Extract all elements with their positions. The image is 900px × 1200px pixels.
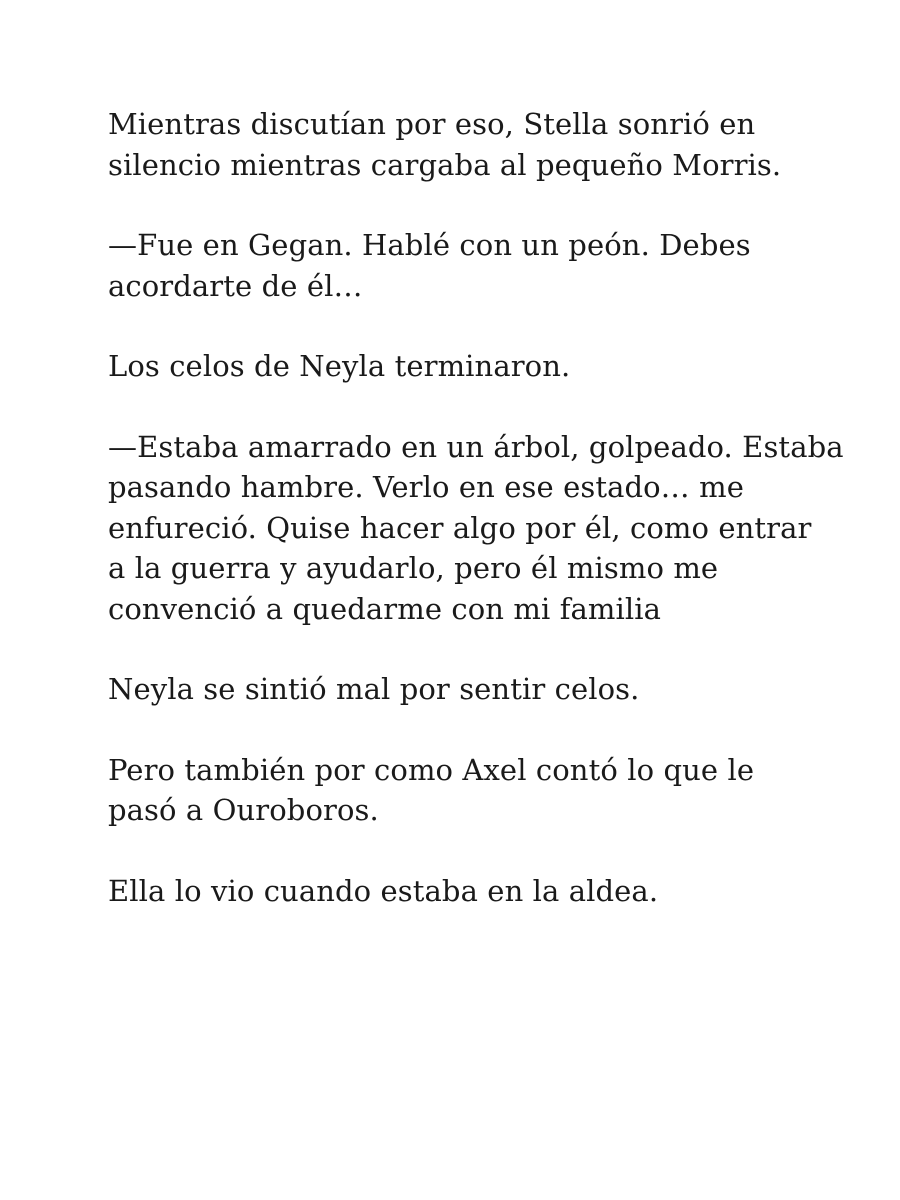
paragraph xyxy=(108,225,808,306)
paragraph xyxy=(108,871,808,912)
text-line: acordarte de él… xyxy=(108,268,363,303)
text-line: a la guerra y ayudarlo, pero él mismo me xyxy=(108,551,719,585)
text-line: Los celos de Neyla terminaron. xyxy=(108,349,571,383)
paragraph xyxy=(108,669,808,710)
text-line: pasando hambre. Verlo en ese estado… me xyxy=(108,470,744,504)
text-line: enfureció. Quise hacer algo por él, como entrar xyxy=(108,510,812,545)
text-line: —Fue en Gegan. Hablé con un peón. Debes xyxy=(108,228,751,262)
text-line: Neyla se sintió mal por sentir celos. xyxy=(108,672,640,706)
text-line: convenció a quedarme con mi familia xyxy=(108,591,662,626)
paragraph xyxy=(108,427,844,630)
text-line: silencio mientras cargaba al pequeño Morris. xyxy=(108,147,782,182)
text-line: Pero también por como Axel contó lo que le xyxy=(108,752,755,787)
text-line: pasó a Ouroboros. xyxy=(108,793,379,827)
paragraph xyxy=(108,750,808,831)
paragraph xyxy=(108,346,808,387)
text-line: —Estaba amarrado en un árbol, golpeado. Estaba xyxy=(108,429,844,464)
text-line: Ella lo vio cuando estaba en la aldea. xyxy=(108,873,659,908)
story-text xyxy=(108,104,844,951)
text-line: Mientras discutían por eso, Stella sonrió en xyxy=(108,107,756,141)
paragraph xyxy=(108,104,808,185)
